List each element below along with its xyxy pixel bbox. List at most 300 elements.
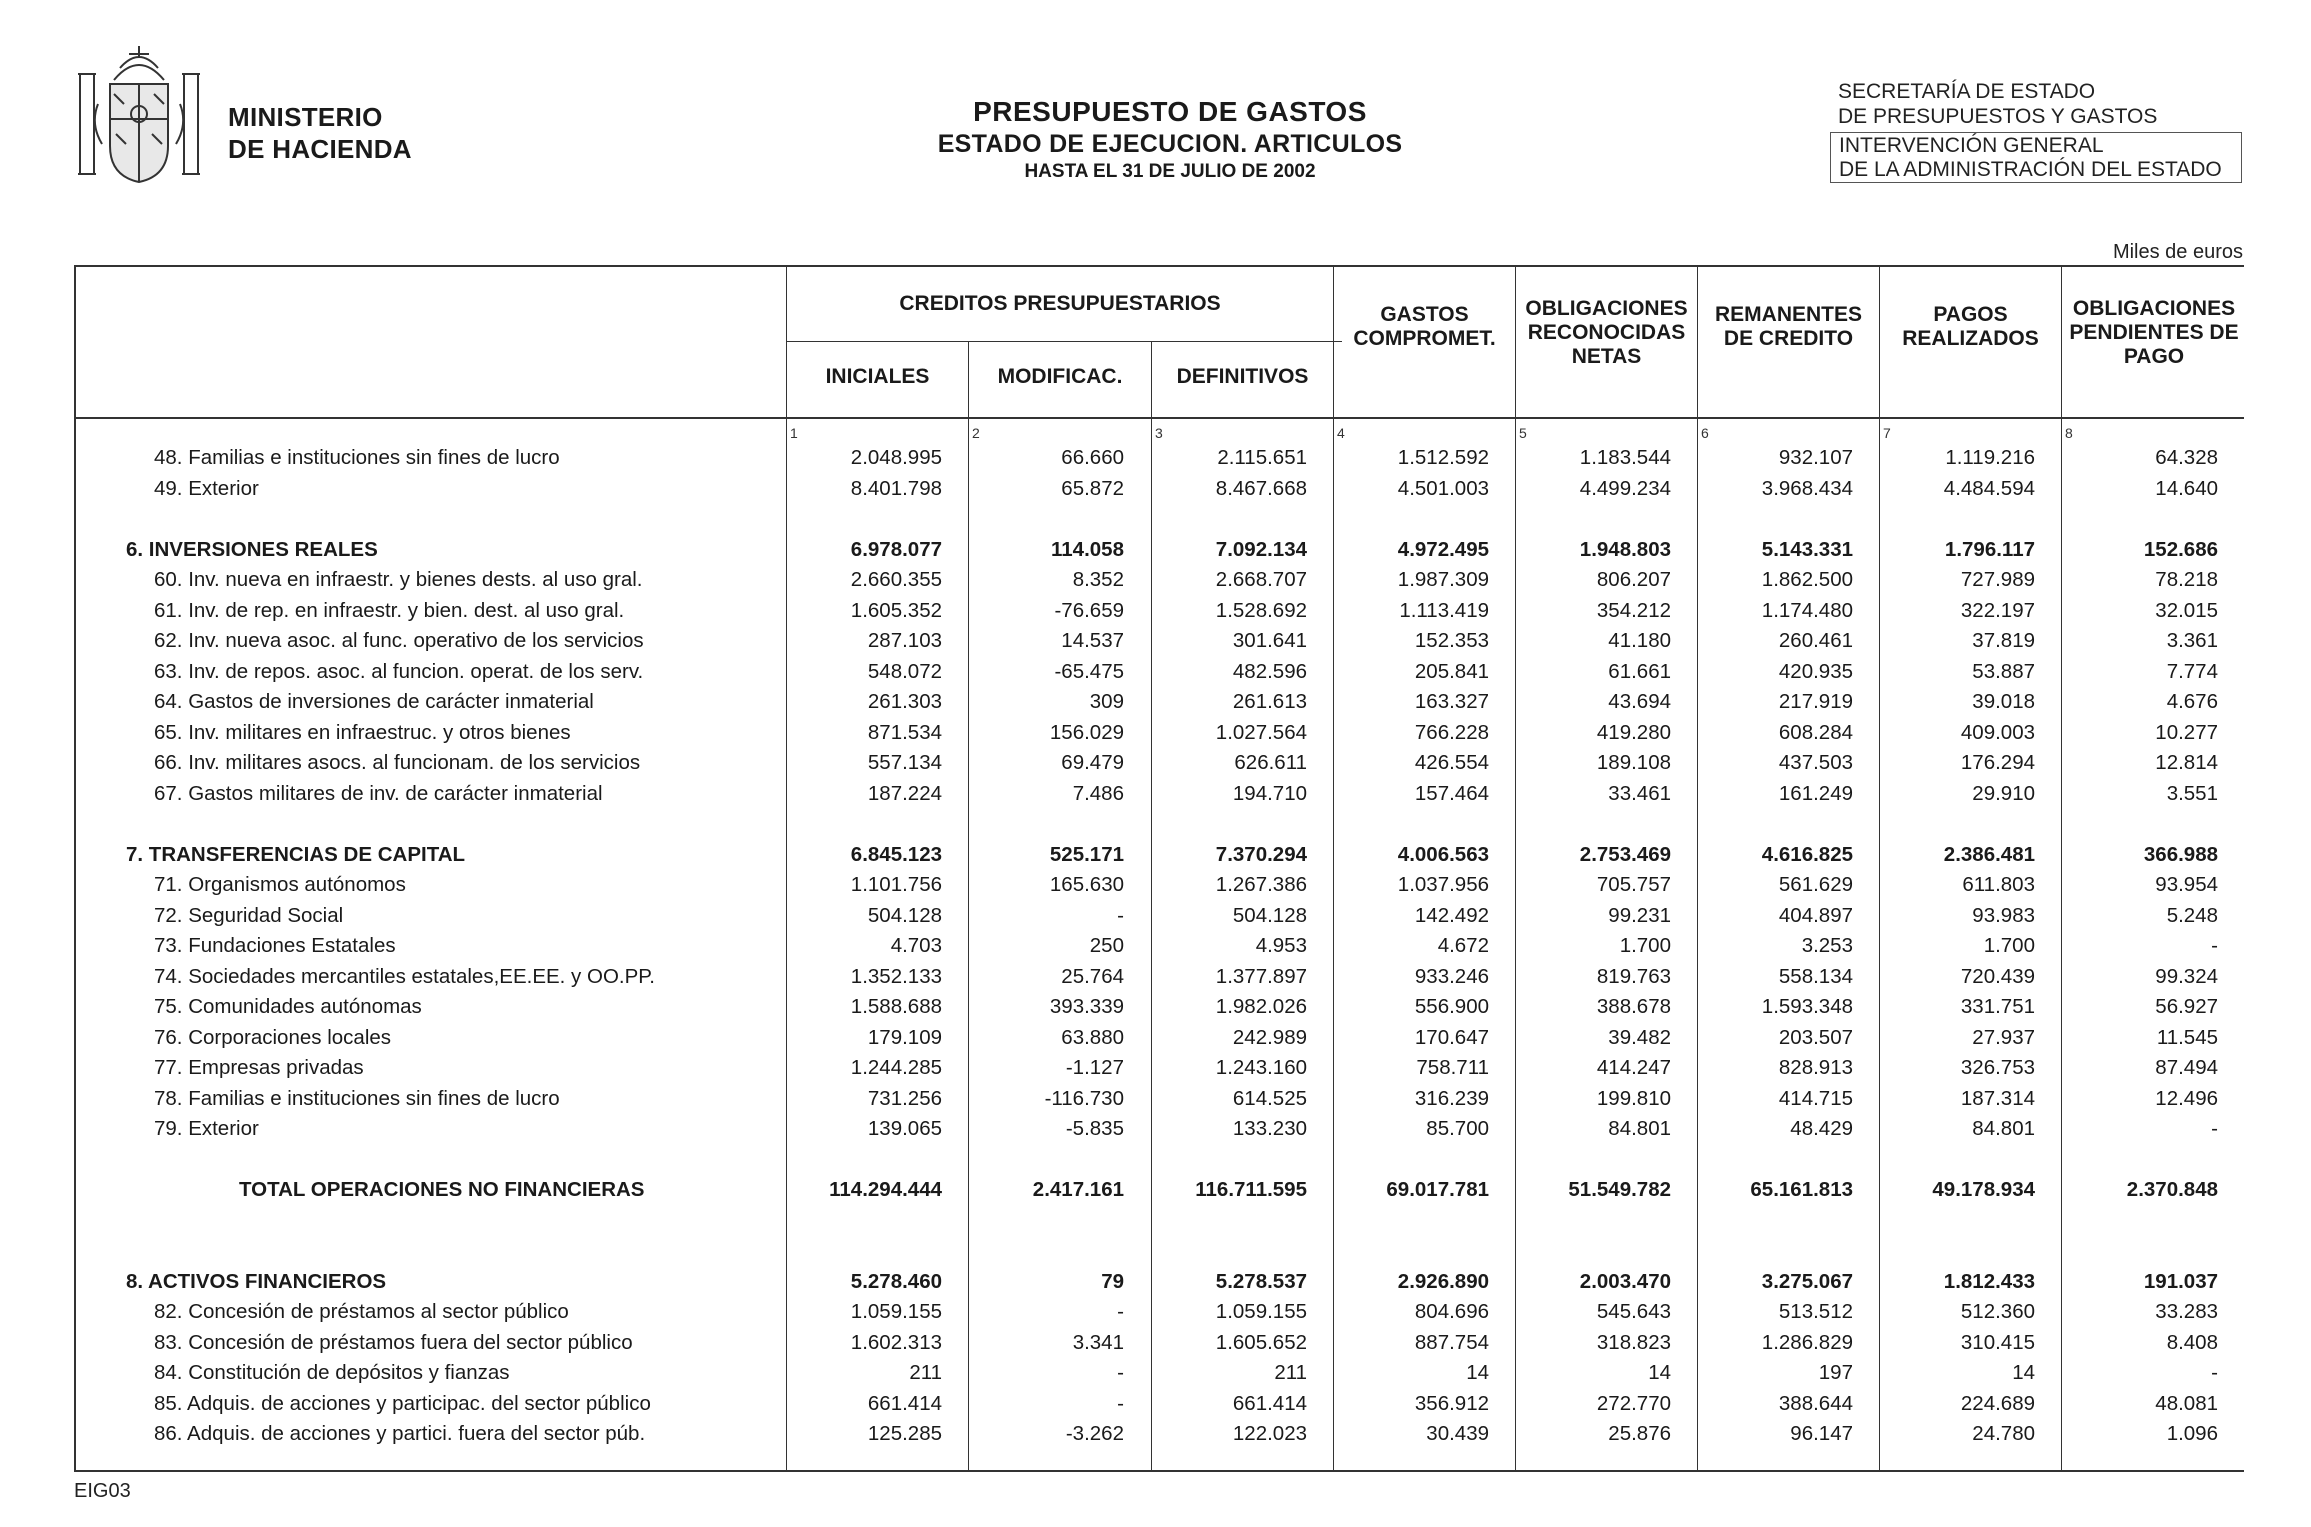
table-row [76,626,2244,657]
footer-code: EIG03 [74,1480,131,1502]
cell-obligaciones-reconocidas: 545.643 [1596,1300,1671,1323]
cell-obligaciones-reconocidas: 1.700 [1619,934,1671,957]
cell-modificac: - [1117,1361,1124,1384]
header-pagos-l1: PAGOS [1933,303,2008,326]
row-label: 8. ACTIVOS FINANCIEROS [126,1269,387,1293]
row-label: 77. Empresas privadas [154,1056,364,1079]
row-label: 71. Organismos autónomos [154,873,406,896]
cell-pagos-realizados: 53.887 [1972,659,2035,683]
cell-obligaciones-reconocidas: 819.763 [1596,964,1671,988]
cell-gastos-comprometidos: 152.353 [1414,629,1489,652]
row-label: 66. Inv. militares asocs. al funcionam. de los servicios [154,751,641,774]
row-label: 48. Familias e instituciones sin fines de lucro [154,446,560,469]
cell-pagos-realizados: 27.937 [1972,1025,2035,1049]
cell-gastos-comprometidos: 804.696 [1414,1300,1489,1323]
cell-iniciales: 1.588.688 [850,995,942,1018]
cell-remanentes: 388.644 [1778,1391,1853,1415]
column-number: 2 [972,425,980,441]
header-oblig-l3: NETAS [1571,345,1642,368]
cell-pagos-realizados: 1.119.216 [1945,446,2035,469]
cell-modificac: 8.352 [1072,568,1124,591]
cell-remanentes: 3.968.434 [1761,476,1853,500]
intervencion-line1: INTERVENCIÓN GENERAL [1839,134,2104,157]
cell-definitivos: 2.668.707 [1215,568,1307,591]
cell-remanentes: 561.629 [1778,873,1853,896]
spacer-row [76,504,2244,535]
cell-pagos-realizados: 720.439 [1960,964,2035,988]
cell-iniciales: 1.101.756 [850,873,942,896]
cell-iniciales: 1.059.155 [850,1300,942,1323]
cell-iniciales: 5.278.460 [850,1269,942,1293]
cell-obligaciones-pendientes: 8.408 [2166,1330,2218,1354]
cell-modificac: 393.339 [1049,995,1124,1018]
cell-modificac: - [1117,903,1124,927]
spacer-row [76,1236,2244,1267]
cell-modificac: 114.058 [1051,537,1124,561]
cell-gastos-comprometidos: 30.439 [1426,1422,1489,1445]
cell-definitivos: 7.370.294 [1215,842,1307,866]
cell-iniciales: 6.845.123 [850,842,942,866]
section-row [76,1267,2244,1298]
report-title-block [870,95,1470,185]
spacer-row [76,809,2244,840]
cell-pagos-realizados: 611.803 [1962,873,2035,896]
cell-modificac: -76.659 [1054,598,1124,622]
row-label: 65. Inv. militares en infraestruc. y otros bienes [154,720,571,744]
cell-modificac: - [1117,1300,1124,1323]
header-creditos: CREDITOS PRESUPUESTARIOS [899,292,1221,315]
cell-modificac: 3.341 [1072,1330,1124,1354]
table-row [76,718,2244,749]
secretaria-block [1838,79,2157,129]
table-row [76,1328,2244,1359]
cell-remanentes: 1.174.480 [1761,598,1853,622]
cell-definitivos: 261.613 [1232,690,1307,713]
column-number: 5 [1519,425,1527,441]
secretaria-line2: DE PRESUPUESTOS Y GASTOS [1838,105,2158,128]
cell-gastos-comprometidos: 556.900 [1414,995,1489,1018]
cell-pagos-realizados: 49.178.934 [1932,1178,2035,1201]
cell-pagos-realizados: 409.003 [1960,720,2035,744]
table-body [76,443,2244,1450]
header-reman-l2: DE CREDITO [1723,327,1854,350]
row-label: 60. Inv. nueva en infraestr. y bienes dests. al uso gral. [154,568,643,591]
table-row [76,565,2244,596]
column-number: 4 [1337,425,1345,441]
row-label: 7. TRANSFERENCIAS DE CAPITAL [126,842,466,866]
cell-obligaciones-pendientes: 12.814 [2155,751,2218,774]
cell-obligaciones-pendientes: 33.283 [2155,1300,2218,1323]
cell-modificac: -3.262 [1065,1422,1124,1445]
cell-obligaciones-pendientes: 48.081 [2155,1391,2218,1415]
cell-obligaciones-reconocidas: 41.180 [1608,629,1671,652]
cell-remanentes: 203.507 [1778,1025,1853,1049]
cell-pagos-realizados: 224.689 [1960,1391,2035,1415]
table-row [76,962,2244,993]
row-label: 79. Exterior [154,1117,259,1140]
cell-definitivos: 242.989 [1232,1025,1307,1049]
header-definitivos: DEFINITIVOS [1176,365,1309,388]
cell-obligaciones-reconocidas: 1.948.803 [1579,537,1671,561]
spacer-row [76,1145,2244,1176]
cell-gastos-comprometidos: 4.501.003 [1397,476,1489,500]
cell-iniciales: 504.128 [867,903,942,927]
cell-remanentes: 404.897 [1778,903,1853,927]
cell-remanentes: 1.593.348 [1761,995,1853,1018]
cell-gastos-comprometidos: 163.327 [1414,690,1489,713]
cell-iniciales: 1.602.313 [850,1330,942,1354]
header-pagos [1880,297,2061,357]
cell-definitivos: 7.092.134 [1215,537,1307,561]
cell-obligaciones-pendientes: 1.096 [2166,1422,2218,1445]
cell-definitivos: 1.605.652 [1215,1330,1307,1354]
cell-obligaciones-reconocidas: 39.482 [1608,1025,1671,1049]
cell-iniciales: 1.605.352 [850,598,942,622]
cell-pagos-realizados: 39.018 [1972,690,2035,713]
row-label: 75. Comunidades autónomas [154,995,422,1018]
cell-definitivos: 1.059.155 [1215,1300,1307,1323]
cell-pagos-realizados: 187.314 [1960,1086,2035,1110]
cell-pagos-realizados: 727.989 [1960,568,2035,591]
cell-obligaciones-pendientes: 3.551 [2166,781,2218,805]
cell-obligaciones-reconocidas: 2.753.469 [1579,842,1671,866]
cell-obligaciones-pendientes: - [2211,934,2218,957]
cell-obligaciones-pendientes: 12.496 [2155,1086,2218,1110]
cell-pagos-realizados: 24.780 [1972,1422,2035,1445]
cell-gastos-comprometidos: 1.987.309 [1397,568,1489,591]
cell-remanentes: 197 [1818,1361,1853,1384]
cell-pagos-realizados: 2.386.481 [1943,842,2035,866]
cell-definitivos: 133.230 [1232,1117,1307,1140]
cell-gastos-comprometidos: 4.672 [1437,934,1489,957]
row-label: 76. Corporaciones locales [154,1025,392,1049]
cell-remanentes: 513.512 [1778,1300,1853,1323]
cell-obligaciones-pendientes: 7.774 [2166,659,2218,683]
header-oblig-l2: RECONOCIDAS [1527,321,1686,344]
cell-pagos-realizados: 4.484.594 [1943,476,2035,500]
cell-modificac: 309 [1089,690,1124,713]
cell-obligaciones-pendientes: 93.954 [2155,873,2218,896]
cell-remanentes: 217.919 [1778,690,1853,713]
row-label: 82. Concesión de préstamos al sector público [154,1300,569,1323]
ministry-line1: MINISTERIO [228,102,383,132]
cell-pagos-realizados: 331.751 [1960,995,2035,1018]
cell-iniciales: 211 [909,1361,942,1384]
cell-pagos-realizados: 512.360 [1960,1300,2035,1323]
header-reman-l1: REMANENTES [1714,303,1862,326]
cell-modificac: -116.730 [1044,1086,1124,1110]
cell-gastos-comprometidos: 887.754 [1414,1330,1489,1354]
cell-modificac: 14.537 [1061,629,1124,652]
row-label: 85. Adquis. de acciones y participac. del sector público [154,1391,651,1415]
cell-obligaciones-reconocidas: 419.280 [1596,720,1671,744]
cell-obligaciones-pendientes: 56.927 [2155,995,2218,1018]
cell-iniciales: 731.256 [867,1086,942,1110]
table-row [76,1053,2244,1084]
cell-obligaciones-pendientes: 64.328 [2155,446,2218,469]
cell-remanentes: 260.461 [1778,629,1853,652]
column-number: 8 [2065,425,2073,441]
table-row [76,901,2244,932]
cell-obligaciones-pendientes: 5.248 [2166,903,2218,927]
cell-obligaciones-pendientes: 87.494 [2155,1056,2218,1079]
table-row [76,657,2244,688]
total-row [76,1175,2244,1206]
cell-gastos-comprometidos: 157.464 [1414,781,1489,805]
secretaria-line1: SECRETARÍA DE ESTADO [1838,80,2096,103]
cell-modificac: 66.660 [1061,446,1124,469]
cell-obligaciones-pendientes: 3.361 [2166,629,2218,652]
cell-obligaciones-pendientes: 32.015 [2155,598,2218,622]
cell-obligaciones-reconocidas: 806.207 [1596,568,1671,591]
cell-modificac: 25.764 [1061,964,1124,988]
cell-modificac: 79 [1101,1269,1124,1293]
table-row [76,596,2244,627]
table-row [76,474,2244,505]
column-number: 3 [1155,425,1163,441]
cell-gastos-comprometidos: 14 [1466,1361,1489,1384]
cell-obligaciones-reconocidas: 272.770 [1596,1391,1671,1415]
cell-remanentes: 96.147 [1790,1422,1853,1445]
cell-definitivos: 1.267.386 [1215,873,1307,896]
cell-pagos-realizados: 326.753 [1960,1056,2035,1079]
cell-remanentes: 608.284 [1778,720,1853,744]
cell-obligaciones-reconocidas: 33.461 [1608,781,1671,805]
cell-obligaciones-pendientes: 4.676 [2166,690,2218,713]
cell-obligaciones-reconocidas: 199.810 [1596,1086,1671,1110]
cell-remanentes: 1.862.500 [1761,568,1853,591]
row-label: 86. Adquis. de acciones y partici. fuera del sector púb. [154,1422,646,1445]
table-row [76,1389,2244,1420]
cell-iniciales: 261.303 [867,690,942,713]
cell-remanentes: 1.286.829 [1761,1330,1853,1354]
header-pagos-l2: REALIZADOS [1902,327,2039,350]
cell-gastos-comprometidos: 426.554 [1414,751,1489,774]
cell-remanentes: 48.429 [1790,1117,1853,1140]
cell-obligaciones-reconocidas: 189.108 [1596,751,1671,774]
row-label: 78. Familias e instituciones sin fines de lucro [154,1086,560,1110]
header-pend-l1: OBLIGACIONES [2072,297,2236,320]
cell-pagos-realizados: 1.796.117 [1944,537,2035,561]
cell-obligaciones-reconocidas: 1.183.544 [1579,446,1671,469]
cell-obligaciones-reconocidas: 388.678 [1596,995,1671,1018]
row-label: 72. Seguridad Social [154,903,344,927]
spacer-row [76,1206,2244,1237]
cell-obligaciones-reconocidas: 84.801 [1608,1117,1671,1140]
row-label: 49. Exterior [154,476,259,500]
table-row [76,1023,2244,1054]
cell-pagos-realizados: 37.819 [1972,629,2035,652]
cell-iniciales: 287.103 [867,629,942,652]
cell-gastos-comprometidos: 2.926.890 [1397,1269,1489,1293]
cell-definitivos: 1.243.160 [1215,1056,1307,1079]
report-title: PRESUPUESTO DE GASTOS [973,96,1367,127]
cell-definitivos: 116.711.595 [1195,1178,1307,1201]
cell-obligaciones-reconocidas: 354.212 [1596,598,1671,622]
cell-iniciales: 187.224 [867,781,942,805]
cell-obligaciones-pendientes: 366.988 [2143,842,2218,866]
table-row [76,1114,2244,1145]
header-modificac: MODIFICAC. [997,365,1123,388]
cell-pagos-realizados: 176.294 [1960,751,2035,774]
cell-gastos-comprometidos: 4.972.495 [1397,537,1489,561]
cell-obligaciones-pendientes: 191.037 [2143,1269,2218,1293]
cell-definitivos: 4.953 [1255,934,1307,957]
cell-definitivos: 1.027.564 [1215,720,1307,744]
cell-remanentes: 4.616.825 [1761,842,1853,866]
cell-iniciales: 114.294.444 [829,1178,942,1201]
cell-obligaciones-reconocidas: 61.661 [1608,659,1671,683]
header-pend-l2: PENDIENTES DE [2069,321,2239,344]
cell-obligaciones-pendientes: 2.370.848 [2126,1178,2218,1201]
cell-definitivos: 1.982.026 [1215,995,1307,1018]
cell-obligaciones-pendientes: - [2211,1361,2218,1384]
header-gastos-l2: COMPROMET. [1353,327,1496,350]
cell-obligaciones-reconocidas: 51.549.782 [1568,1178,1671,1201]
cell-obligaciones-pendientes: 11.545 [2156,1025,2218,1049]
cell-modificac: 63.880 [1061,1025,1124,1049]
cell-modificac: 156.029 [1049,720,1124,744]
cell-pagos-realizados: 29.910 [1972,781,2035,805]
cell-definitivos: 8.467.668 [1215,476,1307,500]
cell-obligaciones-reconocidas: 25.876 [1608,1422,1671,1445]
cell-iniciales: 548.072 [867,659,942,683]
cell-pagos-realizados: 310.415 [1960,1330,2035,1354]
cell-remanentes: 3.275.067 [1761,1269,1853,1293]
cell-definitivos: 504.128 [1232,903,1307,927]
cell-modificac: -65.475 [1054,659,1124,683]
cell-definitivos: 614.525 [1232,1086,1307,1110]
cell-gastos-comprometidos: 142.492 [1414,903,1489,927]
cell-iniciales: 2.048.995 [850,446,942,469]
header-iniciales: INICIALES [825,365,930,388]
table-row [76,687,2244,718]
cell-definitivos: 211 [1274,1361,1307,1384]
cell-gastos-comprometidos: 4.006.563 [1397,842,1489,866]
table-row [76,779,2244,810]
cell-gastos-comprometidos: 316.239 [1414,1086,1489,1110]
cell-pagos-realizados: 84.801 [1972,1117,2035,1140]
cell-definitivos: 626.611 [1234,751,1307,774]
row-label: 83. Concesión de préstamos fuera del sector público [154,1330,633,1354]
table-row [76,1419,2244,1450]
cell-iniciales: 2.660.355 [850,568,942,591]
cell-iniciales: 1.244.285 [850,1056,942,1079]
cell-pagos-realizados: 1.700 [1983,934,2035,957]
row-label: TOTAL OPERACIONES NO FINANCIERAS [239,1178,645,1201]
header-bottom-line [76,417,2244,419]
cell-definitivos: 1.377.897 [1215,964,1307,988]
cell-remanentes: 3.253 [1801,934,1853,957]
row-label: 64. Gastos de inversiones de carácter inmaterial [154,690,594,713]
cell-iniciales: 4.703 [890,934,942,957]
cell-iniciales: 871.534 [867,720,942,744]
cell-iniciales: 139.065 [867,1117,942,1140]
cell-iniciales: 557.134 [867,751,942,774]
cell-definitivos: 482.596 [1232,659,1307,683]
cell-modificac: -5.835 [1065,1117,1124,1140]
cell-iniciales: 8.401.798 [850,476,942,500]
cell-gastos-comprometidos: 69.017.781 [1386,1178,1489,1201]
cell-obligaciones-pendientes: 78.218 [2155,568,2218,591]
cell-obligaciones-reconocidas: 99.231 [1608,903,1671,927]
cell-modificac: 2.417.161 [1032,1178,1124,1201]
cell-definitivos: 5.278.537 [1215,1269,1307,1293]
cell-pagos-realizados: 93.983 [1972,903,2035,927]
section-row [76,840,2244,871]
header-gastos [1334,297,1515,357]
cell-definitivos: 1.528.692 [1215,598,1307,622]
table-row [76,1297,2244,1328]
cell-obligaciones-reconocidas: 318.823 [1596,1330,1671,1354]
row-label: 62. Inv. nueva asoc. al func. operativo de los servicios [154,629,644,652]
cell-remanentes: 558.134 [1778,964,1853,988]
cell-pagos-realizados: 14 [2012,1361,2035,1384]
cell-modificac: 69.479 [1061,751,1124,774]
cell-obligaciones-reconocidas: 414.247 [1596,1056,1671,1079]
cell-obligaciones-pendientes: 14.640 [2155,476,2218,500]
row-label: 73. Fundaciones Estatales [154,934,396,957]
column-number: 1 [790,425,798,441]
cell-remanentes: 5.143.331 [1761,537,1853,561]
report-subtitle: ESTADO DE EJECUCION. ARTICULOS [937,130,1403,158]
cell-modificac: 525.171 [1049,842,1124,866]
report-date: HASTA EL 31 DE JULIO DE 2002 [1024,161,1316,182]
table-row [76,931,2244,962]
cell-obligaciones-reconocidas: 2.003.470 [1579,1269,1671,1293]
cell-obligaciones-pendientes: 152.686 [2143,537,2218,561]
cell-pagos-realizados: 322.197 [1960,598,2035,622]
table-row [76,443,2244,474]
cell-iniciales: 661.414 [867,1391,942,1415]
cell-remanentes: 414.715 [1778,1086,1853,1110]
column-number: 6 [1701,425,1709,441]
budget-table [74,265,2244,1472]
intervencion-line2: DE LA ADMINISTRACIÓN DEL ESTADO [1839,158,2222,181]
cell-definitivos: 661.414 [1232,1391,1307,1415]
coat-of-arms-icon [74,44,204,196]
cell-iniciales: 179.109 [867,1025,942,1049]
cell-gastos-comprometidos: 356.912 [1414,1391,1489,1415]
cell-obligaciones-reconocidas: 705.757 [1596,873,1671,896]
cell-obligaciones-pendientes: 10.277 [2155,720,2218,744]
row-label: 61. Inv. de rep. en infraestr. y bien. dest. al uso gral. [154,598,625,622]
cell-gastos-comprometidos: 85.700 [1426,1117,1489,1140]
cell-definitivos: 301.641 [1232,629,1307,652]
cell-modificac: 250 [1089,934,1124,957]
row-label: 74. Sociedades mercantiles estatales,EE.EE. y OO.PP. [154,964,655,988]
cell-gastos-comprometidos: 766.228 [1414,720,1489,744]
cell-iniciales: 125.285 [867,1422,942,1445]
cell-remanentes: 420.935 [1778,659,1853,683]
header-obligaciones [1516,293,1697,373]
cell-obligaciones-reconocidas: 43.694 [1608,690,1671,713]
cell-gastos-comprometidos: 170.647 [1414,1025,1489,1049]
row-label: 84. Constitución de depósitos y fianzas [154,1361,510,1384]
cell-gastos-comprometidos: 1.512.592 [1397,446,1489,469]
header-remanentes [1698,297,1879,357]
cell-gastos-comprometidos: 205.841 [1414,659,1489,683]
table-row [76,1084,2244,1115]
column-number: 7 [1883,425,1891,441]
cell-pagos-realizados: 1.812.433 [1943,1269,2035,1293]
ministry-line2: DE HACIENDA [228,134,412,164]
row-label: 63. Inv. de repos. asoc. al funcion. operat. de los serv. [154,659,644,683]
cell-iniciales: 1.352.133 [850,964,942,988]
cell-definitivos: 2.115.651 [1217,446,1307,469]
cell-remanentes: 437.503 [1778,751,1853,774]
cell-obligaciones-pendientes: - [2211,1117,2218,1140]
